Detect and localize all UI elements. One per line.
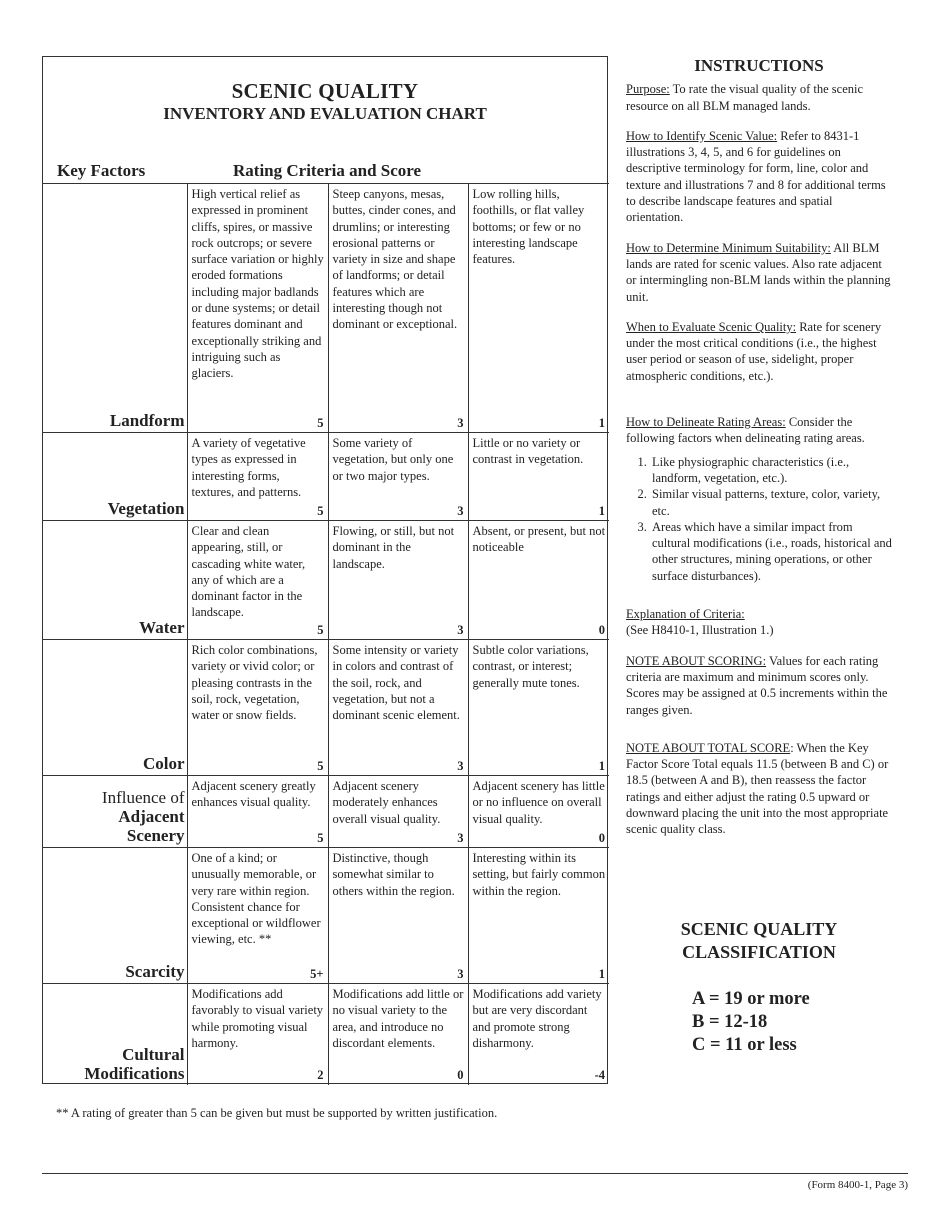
score: 5+ — [310, 966, 324, 981]
explanation-label: Explanation of Criteria: — [626, 607, 745, 622]
score: -4 — [594, 1068, 605, 1083]
scoring-text: Values for each rating criteria are maximum and minimum scores only. Scores may be assigned at 0.5 increments within the ranges given. — [626, 653, 888, 717]
factor-label: Color — [142, 754, 185, 773]
purpose-paragraph — [626, 81, 892, 114]
factor-cell — [42, 433, 187, 521]
criteria-cell — [187, 640, 328, 776]
criteria-text: Absent, or present, but not noticeable — [472, 524, 606, 555]
table-row — [42, 521, 609, 640]
factor-label-cultural — [84, 1045, 184, 1083]
score: 3 — [457, 622, 464, 637]
factor-label-line: Scenery — [126, 826, 185, 845]
factor-label: Vegetation — [107, 499, 185, 518]
score: 1 — [598, 758, 605, 773]
rating-criteria-header: Rating Criteria and Score — [233, 161, 422, 180]
criteria-text: Modifications add favorably to visual variety while promoting visual harmony. — [191, 987, 324, 1050]
criteria-cell — [328, 984, 468, 1085]
score: 3 — [457, 503, 464, 518]
criteria-cell — [328, 184, 468, 433]
factor-cell — [42, 184, 187, 433]
delineate-list — [626, 454, 892, 584]
criteria-cell — [187, 184, 328, 433]
criteria-text: A variety of vegetative types as expressed in interesting forms, textures, and patterns. — [191, 436, 306, 499]
factor-label-line: Adjacent — [118, 807, 185, 826]
table-row — [42, 848, 609, 984]
score: 0 — [457, 1068, 464, 1083]
score: 1 — [598, 503, 605, 518]
criteria-text: Steep canyons, mesas, buttes, cinder cones, and drumlins; or interesting erosional patterns or variety in size and shape of landforms; or detail features which are interesting though not dominant or exceptional. — [332, 187, 458, 332]
factor-label-line: Influence of — [101, 788, 185, 807]
score: 3 — [457, 966, 464, 981]
factor-cell — [42, 984, 187, 1085]
criteria-text: Interesting within its setting, but fairly common within the region. — [472, 851, 606, 898]
factor-label-line: Cultural — [122, 1044, 185, 1064]
criteria-text: High vertical relief as expressed in prominent cliffs, spires, or massive rock outcrops; or severe surface variation or highly eroded formations including major badlands or dune systems; or detail features dominant and exceptionally striking and intriguing such as glaciers. — [191, 187, 324, 381]
criteria-cell — [187, 984, 328, 1085]
chart-subtitle: INVENTORY AND EVALUATION CHART — [163, 104, 487, 123]
total-label: NOTE ABOUT TOTAL SCORE — [626, 740, 791, 755]
minimum-paragraph — [626, 240, 892, 305]
scoring-paragraph — [626, 653, 892, 718]
criteria-cell — [468, 776, 609, 848]
criteria-cell — [328, 433, 468, 521]
score: 1 — [598, 415, 605, 430]
criteria-cell — [468, 848, 609, 984]
list-item: 1. Like physiographic characteristics (i.e., landform, vegetation, etc.). — [650, 454, 892, 487]
score: 5 — [317, 830, 324, 845]
criteria-cell — [328, 776, 468, 848]
factor-label: Scarcity — [125, 962, 185, 981]
classification-title — [626, 918, 892, 964]
minimum-text: All BLM lands are rated for scenic values. Also rate adjacent or intermingling non-BLM lands within the planning unit. — [626, 240, 891, 304]
delineate-text: Consider the following factors when delineating rating areas. — [626, 415, 865, 446]
criteria-text: Low rolling hills, foothills, or flat valley bottoms; or few or no interesting landscape features. — [472, 187, 585, 267]
identify-label: How to Identify Scenic Value: — [626, 128, 778, 143]
criteria-cell — [468, 984, 609, 1085]
footer-divider — [42, 1173, 908, 1174]
delineate-paragraph — [626, 414, 892, 447]
score: 5 — [317, 503, 324, 518]
purpose-text: To rate the visual quality of the scenic resource on all BLM managed lands. — [626, 82, 864, 113]
list-item: 3. Areas which have a similar impact from cultural modifications (i.e., roads, historical and other structures, mining operations, or other surface disturbances). — [650, 519, 892, 584]
delineate-label: How to Delineate Rating Areas: — [626, 415, 786, 430]
score: 2 — [317, 1068, 324, 1083]
factor-cell — [42, 848, 187, 984]
score: 3 — [457, 758, 464, 773]
scoring-label: NOTE ABOUT SCORING: — [626, 653, 767, 668]
score: 0 — [598, 622, 605, 637]
list-item: 2. Similar visual patterns, texture, color, variety, etc. — [650, 486, 892, 519]
criteria-text: Adjacent scenery has little or no influence on overall visual quality. — [472, 779, 605, 826]
criteria-text: Adjacent scenery moderately enhances overall visual quality. — [332, 779, 441, 826]
table-row — [42, 433, 609, 521]
factor-cell — [42, 776, 187, 848]
criteria-text: Subtle color variations, contrast, or interest; generally mute tones. — [472, 643, 589, 690]
factor-cell — [42, 640, 187, 776]
criteria-text: Distinctive, though somewhat similar to others within the region. — [332, 851, 455, 898]
classification-grades — [692, 988, 810, 1057]
criteria-text: One of a kind; or unusually memorable, or very rare within region. Consistent chance for exceptional or wildflower viewing, etc. ** — [191, 851, 321, 947]
grade-a: A = 19 or more — [692, 989, 810, 1009]
criteria-cell — [187, 433, 328, 521]
table-row — [42, 184, 609, 433]
total-text: : When the Key Factor Score Total equals 11.5 (between B and C) or 18.5 (between A and B), then reassess the factor ratings and either adjust the rating 0.5 upward or downward placing the unit into the most appropriate scenic quality class. — [626, 740, 889, 837]
criteria-cell — [187, 521, 328, 640]
criteria-text: Little or no variety or contrast in vegetation. — [472, 436, 584, 467]
criteria-cell — [468, 521, 609, 640]
identify-paragraph — [626, 128, 892, 226]
total-paragraph — [626, 740, 892, 838]
purpose-label: Purpose: — [626, 82, 670, 97]
criteria-text: Some variety of vegetation, but only one or two major types. — [332, 436, 454, 483]
factor-label-line: Modifications — [84, 1063, 185, 1083]
table-row — [42, 776, 609, 848]
factor-cell — [42, 521, 187, 640]
chart-title: SCENIC QUALITY — [231, 79, 419, 103]
instructions-panel — [626, 58, 892, 852]
scenic-quality-chart — [42, 56, 608, 1084]
factor-label: Water — [139, 618, 185, 637]
score: 5 — [317, 758, 324, 773]
score: 3 — [457, 415, 464, 430]
criteria-cell — [187, 776, 328, 848]
criteria-cell — [468, 640, 609, 776]
criteria-cell — [328, 640, 468, 776]
explanation-paragraph — [626, 606, 892, 639]
criteria-text: Adjacent scenery greatly enhances visual quality. — [191, 779, 316, 810]
factor-label: Landform — [109, 411, 185, 430]
score: 0 — [598, 830, 605, 845]
rating-table — [42, 183, 609, 1085]
when-label: When to Evaluate Scenic Quality: — [626, 319, 797, 334]
form-reference: (Form 8400-1, Page 3) — [807, 1179, 908, 1191]
criteria-text: Clear and clean appearing, still, or cascading white water, any of which are a dominant factor in the landscape. — [191, 524, 306, 620]
criteria-text: Rich color combinations, variety or vivid color; or pleasing contrasts in the soil, rock, vegetation, water or snow fields. — [191, 643, 318, 723]
identify-text: Refer to 8431-1 illustrations 3, 4, 5, and 6 for guidelines on descriptive terminology for form, line, color and texture and illustrations 7 and 8 for additional terms to describe landscape features and spatial orientation. — [626, 128, 886, 225]
criteria-cell — [468, 433, 609, 521]
when-paragraph — [626, 319, 892, 384]
criteria-cell — [328, 848, 468, 984]
key-factors-header: Key Factors — [57, 161, 146, 180]
table-row — [42, 640, 609, 776]
grade-b: B = 12-18 — [692, 1012, 768, 1032]
classification-title-line: CLASSIFICATION — [682, 942, 836, 962]
table-row — [42, 984, 609, 1085]
factor-label-adjacent — [102, 788, 185, 845]
instructions-title: INSTRUCTIONS — [694, 56, 824, 75]
minimum-label: How to Determine Minimum Suitability: — [626, 240, 831, 255]
score: 5 — [317, 622, 324, 637]
score: 1 — [598, 966, 605, 981]
criteria-text: Some intensity or variety in colors and contrast of the soil, rock, and vegetation, but not a dominant scenic element. — [332, 643, 460, 723]
when-text: Rate for scenery under the most critical conditions (i.e., the highest user period or season of use, sidelight, proper atmospheric conditions, etc.). — [626, 319, 882, 383]
footnote: ** A rating of greater than 5 can be given but must be supported by written justification. — [56, 1106, 498, 1120]
score: 3 — [457, 830, 464, 845]
criteria-cell — [187, 848, 328, 984]
criteria-cell — [328, 521, 468, 640]
criteria-text: Modifications add variety but are very discordant and promote strong disharmony. — [472, 987, 602, 1050]
grade-c: C = 11 or less — [692, 1035, 797, 1055]
classification-title-line: SCENIC QUALITY — [680, 919, 838, 939]
criteria-text: Flowing, or still, but not dominant in the landscape. — [332, 524, 455, 571]
score: 5 — [317, 415, 324, 430]
criteria-cell — [468, 184, 609, 433]
criteria-text: Modifications add little or no visual variety to the area, and introduce no discordant elements. — [332, 987, 464, 1050]
explanation-text: (See H8410-1, Illustration 1.) — [626, 623, 774, 638]
